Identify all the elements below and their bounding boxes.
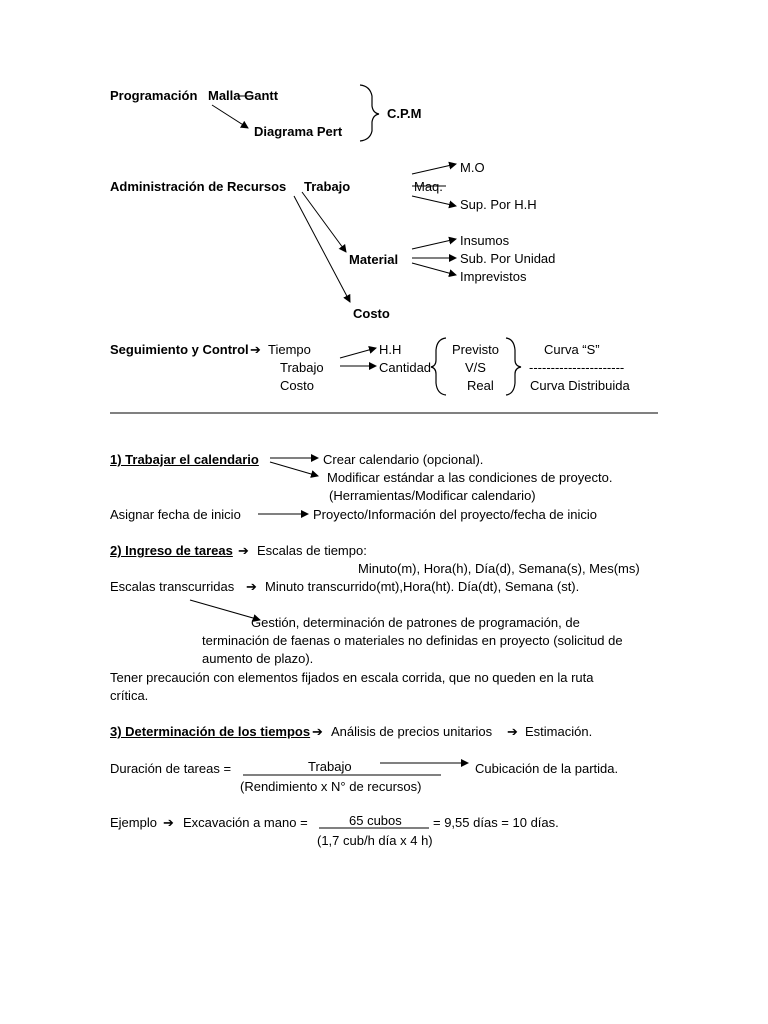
arrow-gantt-pert <box>212 105 248 128</box>
precaucion-line-2: crítica. <box>110 688 149 703</box>
gestion-line-1: Gestión, determinación de patrones de programación, de <box>251 615 580 630</box>
diagrama-pert: Diagrama Pert <box>254 124 343 139</box>
seguimiento-cantidad: Cantidad <box>379 360 432 375</box>
costo-label: Costo <box>353 306 390 321</box>
herramientas-ruta: (Herramientas/Modificar calendario) <box>329 488 536 503</box>
arrow-trabajo-material <box>302 192 346 252</box>
programacion-label: Programación <box>110 88 198 103</box>
excavacion-label: Excavación a mano = <box>183 815 308 830</box>
unidades-transcurridas: Minuto transcurrido(mt),Hora(ht). Día(dt), Semana (st). <box>265 579 580 594</box>
arrow-insumos <box>412 239 456 249</box>
seguimiento-real: Real <box>467 378 494 393</box>
material-label: Material <box>349 252 399 267</box>
asignar-fecha: Asignar fecha de inicio <box>110 507 241 522</box>
section3-heading: 3) Determinación de los tiempos <box>110 724 311 739</box>
arrow-trabajo-costo <box>294 196 350 302</box>
arrow-tiempo-hh <box>340 348 376 358</box>
section1-heading: 1) Trabajar el calendario <box>110 452 259 467</box>
trabajo-item-maq: Maq. <box>414 179 443 194</box>
estimacion: Estimación. <box>525 724 593 739</box>
precaucion-line-1: Tener precaución con elementos fijados en escala corrida, que no queden en la ruta <box>110 670 594 685</box>
arrow-imprevistos <box>412 263 456 275</box>
trabajo-label: Trabajo <box>304 179 351 194</box>
cubicacion: Cubicación de la partida. <box>475 761 619 776</box>
duracion-label: Duración de tareas = <box>110 761 232 776</box>
gestion-line-3: aumento de plazo). <box>202 651 314 666</box>
brace-right <box>506 338 521 395</box>
dashed-separator: ---------------------- <box>529 360 625 375</box>
proyecto-ruta: Proyecto/Información del proyecto/fecha de inicio <box>313 507 597 522</box>
right-arrow-icon: ➔ <box>238 543 249 558</box>
gestion-line-2: terminación de faenas o materiales no definidas en proyecto (solicitud de <box>202 633 623 648</box>
ejemplo-label: Ejemplo <box>110 815 157 830</box>
seguimiento-costo: Costo <box>280 378 314 393</box>
modificar-estandar: Modificar estándar a las condiciones de proyecto. <box>327 470 613 485</box>
section2-heading: 2) Ingreso de tareas <box>110 543 233 558</box>
seguimiento-label: Seguimiento y Control <box>110 342 249 357</box>
numerator-cubos: 65 cubos <box>349 813 402 828</box>
cpm-label: C.P.M <box>387 106 422 121</box>
right-arrow-icon: ➔ <box>163 815 174 830</box>
brace-left <box>431 338 446 395</box>
right-arrow-icon: ➔ <box>246 579 257 594</box>
resultado: = 9,55 días = 10 días. <box>433 815 559 830</box>
denominator-rendimiento: (Rendimiento x N° de recursos) <box>240 779 422 794</box>
seguimiento-vs: V/S <box>465 360 486 375</box>
trabajo-item-sup: Sup. Por H.H <box>460 197 537 212</box>
seguimiento-trabajo: Trabajo <box>280 360 324 375</box>
right-arrow-icon: ➔ <box>507 724 518 739</box>
administracion-label: Administración de Recursos <box>110 179 287 194</box>
unidades-tiempo: Minuto(m), Hora(h), Día(d), Semana(s), Mes(ms) <box>358 561 640 576</box>
crear-calendario: Crear calendario (opcional). <box>323 452 484 467</box>
trabajo-item-mo: M.O <box>460 160 485 175</box>
right-arrow-icon: ➔ <box>312 724 323 739</box>
seguimiento-hh: H.H <box>379 342 402 357</box>
arrow-sup <box>412 196 456 206</box>
material-item-insumos: Insumos <box>460 233 510 248</box>
seguimiento-previsto: Previsto <box>452 342 499 357</box>
arrow-modificar <box>270 462 318 476</box>
escalas-transcurridas: Escalas transcurridas <box>110 579 235 594</box>
right-arrow-icon: ➔ <box>250 342 261 357</box>
brace-cpm <box>360 85 379 141</box>
arrow-gestion <box>190 600 260 620</box>
material-item-sub: Sub. Por Unidad <box>460 251 556 266</box>
seguimiento-tiempo: Tiempo <box>268 342 311 357</box>
analisis-precios: Análisis de precios unitarios <box>331 724 493 739</box>
curva-distribuida: Curva Distribuida <box>530 378 630 393</box>
numerator-trabajo: Trabajo <box>308 759 352 774</box>
arrow-mo <box>412 164 456 174</box>
curva-s: Curva “S” <box>544 342 600 357</box>
malla-gantt: Malla Gantt <box>208 88 279 103</box>
material-item-imprevistos: Imprevistos <box>460 269 527 284</box>
denominator-divisor: (1,7 cub/h día x 4 h) <box>317 833 433 848</box>
escalas-tiempo: Escalas de tiempo: <box>257 543 367 558</box>
